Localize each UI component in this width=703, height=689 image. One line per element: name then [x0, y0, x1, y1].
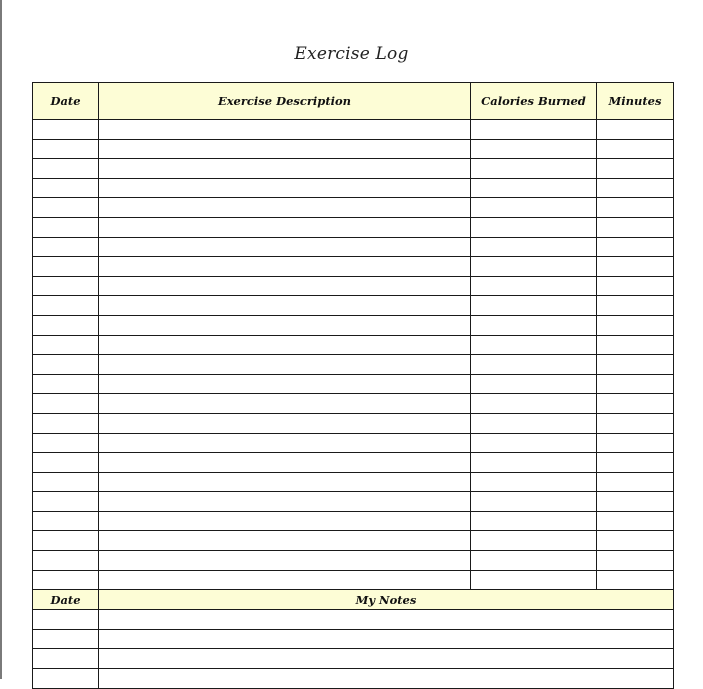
- exercise-description-cell[interactable]: [99, 139, 471, 159]
- exercise-description-cell[interactable]: [99, 335, 471, 355]
- calories-burned-cell[interactable]: [471, 472, 597, 492]
- exercise-description-cell[interactable]: [99, 570, 471, 590]
- log-row: [33, 257, 674, 277]
- date-cell[interactable]: [33, 120, 99, 140]
- exercise-description-cell[interactable]: [99, 492, 471, 512]
- log-row: [33, 492, 674, 512]
- log-row: [33, 374, 674, 394]
- log-row: [33, 453, 674, 473]
- minutes-cell[interactable]: [597, 315, 674, 335]
- date-cell[interactable]: [33, 453, 99, 473]
- log-row: [33, 315, 674, 335]
- exercise-description-cell[interactable]: [99, 413, 471, 433]
- log-row: [33, 276, 674, 296]
- exercise-description-cell[interactable]: [99, 296, 471, 316]
- date-cell[interactable]: [33, 315, 99, 335]
- exercise-description-cell[interactable]: [99, 453, 471, 473]
- date-cell[interactable]: [33, 472, 99, 492]
- notes-date-cell[interactable]: [33, 669, 99, 689]
- minutes-cell[interactable]: [597, 511, 674, 531]
- date-cell[interactable]: [33, 413, 99, 433]
- date-cell[interactable]: [33, 355, 99, 375]
- date-cell[interactable]: [33, 139, 99, 159]
- minutes-cell[interactable]: [597, 492, 674, 512]
- log-row: [33, 159, 674, 179]
- minutes-cell[interactable]: [597, 551, 674, 571]
- date-cell[interactable]: [33, 296, 99, 316]
- exercise-description-cell[interactable]: [99, 394, 471, 414]
- calories-burned-cell[interactable]: [471, 315, 597, 335]
- minutes-cell[interactable]: [597, 178, 674, 198]
- log-row: [33, 433, 674, 453]
- log-row: [33, 296, 674, 316]
- minutes-cell[interactable]: [597, 413, 674, 433]
- minutes-cell[interactable]: [597, 355, 674, 375]
- exercise-description-cell[interactable]: [99, 159, 471, 179]
- date-cell[interactable]: [33, 551, 99, 571]
- minutes-cell[interactable]: [597, 531, 674, 551]
- notes-date-cell[interactable]: [33, 649, 99, 669]
- log-row: [33, 120, 674, 140]
- date-cell[interactable]: [33, 159, 99, 179]
- exercise-description-cell[interactable]: [99, 315, 471, 335]
- log-row: [33, 531, 674, 551]
- minutes-cell[interactable]: [597, 139, 674, 159]
- notes-text-cell[interactable]: [99, 649, 674, 669]
- exercise-description-cell[interactable]: [99, 355, 471, 375]
- calories-burned-cell[interactable]: [471, 413, 597, 433]
- notes-date-column-header: Date: [33, 590, 99, 610]
- date-cell[interactable]: [33, 570, 99, 590]
- date-cell[interactable]: [33, 276, 99, 296]
- log-row: [33, 551, 674, 571]
- minutes-cell[interactable]: [597, 374, 674, 394]
- exercise-description-cell[interactable]: [99, 120, 471, 140]
- minutes-cell[interactable]: [597, 159, 674, 179]
- exercise-description-cell[interactable]: [99, 551, 471, 571]
- date-cell[interactable]: [33, 394, 99, 414]
- log-row: [33, 178, 674, 198]
- exercise-description-cell[interactable]: [99, 531, 471, 551]
- minutes-cell[interactable]: [597, 237, 674, 257]
- exercise-description-cell[interactable]: [99, 217, 471, 237]
- my-notes-column-header: My Notes: [99, 590, 674, 610]
- exercise-description-cell[interactable]: [99, 237, 471, 257]
- exercise-description-cell[interactable]: [99, 276, 471, 296]
- calories-burned-cell[interactable]: [471, 257, 597, 277]
- minutes-column-header: Minutes: [597, 83, 674, 120]
- page-title: Exercise Log: [294, 44, 409, 64]
- exercise-description-cell[interactable]: [99, 472, 471, 492]
- minutes-cell[interactable]: [597, 433, 674, 453]
- calories-burned-cell[interactable]: [471, 492, 597, 512]
- calories-burned-cell[interactable]: [471, 453, 597, 473]
- calories-burned-cell[interactable]: [471, 159, 597, 179]
- exercise-description-cell[interactable]: [99, 433, 471, 453]
- log-row: [33, 355, 674, 375]
- log-row: [33, 570, 674, 590]
- minutes-cell[interactable]: [597, 335, 674, 355]
- calories-burned-cell[interactable]: [471, 335, 597, 355]
- log-row: [33, 335, 674, 355]
- log-row: [33, 139, 674, 159]
- calories-burned-cell[interactable]: [471, 433, 597, 453]
- log-row: [33, 472, 674, 492]
- notes-row: [33, 629, 674, 649]
- calories-burned-cell[interactable]: [471, 374, 597, 394]
- notes-text-cell[interactable]: [99, 629, 674, 649]
- notes-text-cell[interactable]: [99, 610, 674, 630]
- calories-burned-cell[interactable]: [471, 276, 597, 296]
- calories-burned-cell[interactable]: [471, 237, 597, 257]
- calories-burned-cell[interactable]: [471, 139, 597, 159]
- log-row: [33, 413, 674, 433]
- date-cell[interactable]: [33, 198, 99, 218]
- calories-burned-cell[interactable]: [471, 394, 597, 414]
- log-row: [33, 394, 674, 414]
- calories-burned-cell[interactable]: [471, 296, 597, 316]
- exercise-log-table: [32, 82, 674, 689]
- notes-row: [33, 649, 674, 669]
- notes-text-cell[interactable]: [99, 669, 674, 689]
- date-column-header: Date: [33, 83, 99, 120]
- notes-row: [33, 610, 674, 630]
- date-cell[interactable]: [33, 335, 99, 355]
- notes-body: [33, 610, 674, 688]
- exercise-description-cell[interactable]: [99, 257, 471, 277]
- exercise-description-cell[interactable]: [99, 178, 471, 198]
- minutes-cell[interactable]: [597, 120, 674, 140]
- minutes-cell[interactable]: [597, 276, 674, 296]
- calories-burned-cell[interactable]: [471, 531, 597, 551]
- date-cell[interactable]: [33, 433, 99, 453]
- date-cell[interactable]: [33, 511, 99, 531]
- minutes-cell[interactable]: [597, 472, 674, 492]
- log-row: [33, 198, 674, 218]
- calories-burned-cell[interactable]: [471, 355, 597, 375]
- calories-burned-cell[interactable]: [471, 217, 597, 237]
- calories-burned-cell[interactable]: [471, 570, 597, 590]
- date-cell[interactable]: [33, 237, 99, 257]
- minutes-cell[interactable]: [597, 296, 674, 316]
- date-cell[interactable]: [33, 531, 99, 551]
- minutes-cell[interactable]: [597, 570, 674, 590]
- log-row: [33, 237, 674, 257]
- log-header-row: [33, 83, 674, 120]
- exercise-description-column-header: Exercise Description: [99, 83, 471, 120]
- calories-burned-cell[interactable]: [471, 120, 597, 140]
- calories-burned-cell[interactable]: [471, 198, 597, 218]
- date-cell[interactable]: [33, 492, 99, 512]
- log-body: [33, 120, 674, 590]
- notes-date-cell[interactable]: [33, 610, 99, 630]
- minutes-cell[interactable]: [597, 217, 674, 237]
- minutes-cell[interactable]: [597, 257, 674, 277]
- exercise-description-cell[interactable]: [99, 374, 471, 394]
- date-cell[interactable]: [33, 374, 99, 394]
- notes-header-row: [33, 590, 674, 610]
- notes-row: [33, 669, 674, 689]
- calories-burned-cell[interactable]: [471, 178, 597, 198]
- minutes-cell[interactable]: [597, 394, 674, 414]
- date-cell[interactable]: [33, 257, 99, 277]
- calories-burned-cell[interactable]: [471, 551, 597, 571]
- date-cell[interactable]: [33, 217, 99, 237]
- minutes-cell[interactable]: [597, 198, 674, 218]
- date-cell[interactable]: [33, 178, 99, 198]
- log-row: [33, 217, 674, 237]
- exercise-description-cell[interactable]: [99, 198, 471, 218]
- minutes-cell[interactable]: [597, 453, 674, 473]
- calories-burned-cell[interactable]: [471, 511, 597, 531]
- page-left-edge: [0, 0, 2, 679]
- exercise-description-cell[interactable]: [99, 511, 471, 531]
- calories-burned-column-header: Calories Burned: [471, 83, 597, 120]
- notes-date-cell[interactable]: [33, 629, 99, 649]
- log-row: [33, 511, 674, 531]
